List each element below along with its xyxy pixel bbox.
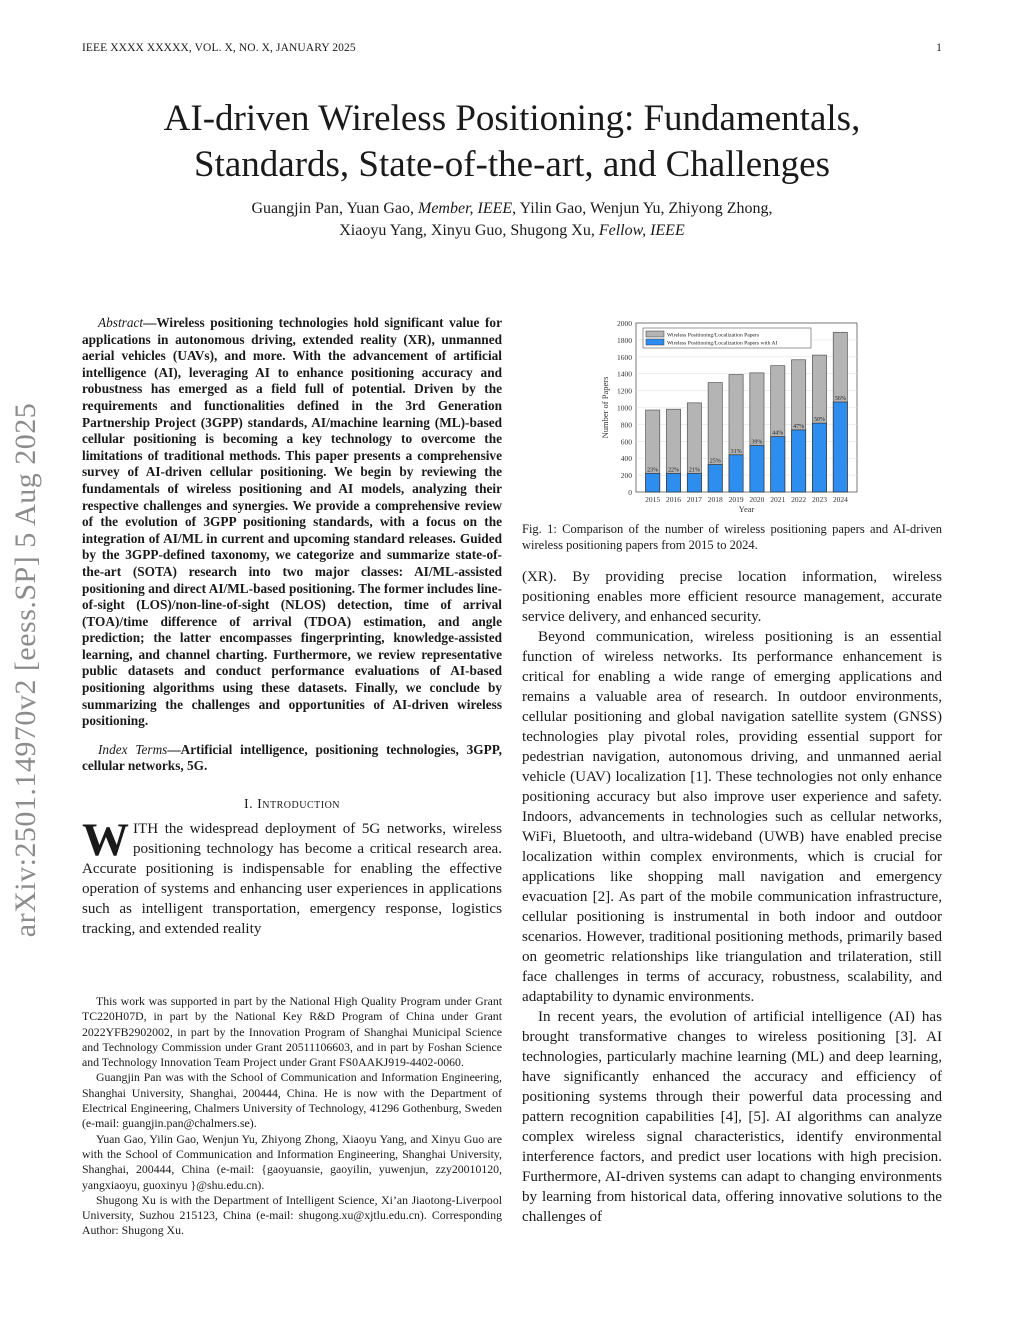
x-axis-label: Year <box>738 504 755 514</box>
bar-ai <box>812 423 826 492</box>
bar-percentage-label: 31% <box>730 448 742 455</box>
x-tick-label: 2021 <box>770 495 786 504</box>
y-tick-label: 1800 <box>617 335 632 345</box>
abstract-text: —Wireless positioning technologies hold significant value for applications in autonomous driving, extended reality (XR), unmanned aerial vehicles (UAVs), and more. With the advancement of artificial intelligence (AI), leveraging AI to enhance positioning accuracy and robustness has emerged as a field full of potential. Driven by the requirements and functionalities defined in the 3rd Generation Partnership Project (3GPP) standards, AI/machine learning (ML)-based cellular positioning is becoming a key technology to overcome the limitations of traditional methods. This paper presents a comprehensive survey of AI-driven cellular positioning. We begin by reviewing the fundamentals of wireless positioning and AI models, analyzing their respective challenges and synergies. We provide a comprehensive review of the evolution of 3GPP positioning standards, with a focus on the integration of AI/ML in current and upcoming standard releases. Guided by the 3GPP-defined taxonomy, we categorize and summarize state-of-the-art (SOTA) research into two major classes: AI/ML-assisted positioning and direct AI/ML-based positioning. The former includes line-of-sight (LOS)/non-line-of-sight (NLOS) detection, time of arrival (TOA)/time difference of arrival (TDOA) estimation, and angle prediction; the latter encompasses fingerprinting, knowledge-assisted learning, and channel charting. Furthermore, we review representative public datasets and conduct performance evaluations of AI-based positioning algorithms using these datasets. Finally, we conclude by summarizing the challenges and opportunities of AI-driven wireless positioning. <box>82 315 502 729</box>
authors-text: Xiaoyu Yang, Xinyu Guo, Shugong Xu, <box>339 222 599 239</box>
x-tick-label: 2024 <box>832 495 848 504</box>
bar-ai <box>687 473 701 492</box>
author-role: Fellow, IEEE <box>598 222 685 239</box>
y-axis-label: Number of Papers <box>600 376 610 439</box>
intro-text: ITH the widespread deployment of 5G networks, wireless positioning technology has become a critical research area. Accurate positioning is indispensable for enabling the effective operation of systems and enhancing user experiences in applications such as intelligent transportation, emergency response, logistics tracking, and extended reality <box>82 821 502 938</box>
y-tick-label: 1200 <box>617 386 632 396</box>
y-tick-label: 400 <box>620 454 632 464</box>
author-list <box>60 198 964 242</box>
x-tick-label: 2020 <box>749 495 765 504</box>
intro-paragraph <box>82 814 502 939</box>
bar-ai <box>646 473 660 492</box>
right-column <box>522 315 942 1227</box>
bar-chart <box>522 315 942 515</box>
paper-title <box>60 96 964 188</box>
bar-percentage-label: 47% <box>793 423 805 430</box>
footnote-affiliation-xu: Shugong Xu is with the Department of Intelligent Science, Xi’an Jiaotong-Liverpool University, Suzhou 215123, China (e-mail: shugong.xu@xjtlu.edu.cn). Corresponding Author: Shugong Xu. <box>82 1192 502 1238</box>
y-tick-label: 0 <box>628 488 632 497</box>
section-heading-introduction: I. Introduction <box>243 797 341 813</box>
x-tick-label: 2015 <box>645 495 661 504</box>
figure-1 <box>522 315 942 515</box>
bar-ai <box>833 402 847 492</box>
figure-caption: Fig. 1: Comparison of the number of wireless positioning papers and AI-driven wireless positioning papers from 2015 to 2024. <box>522 522 942 552</box>
footnotes <box>82 994 502 1239</box>
bar-ai <box>708 465 722 492</box>
x-tick-label: 2023 <box>811 495 827 504</box>
bar-percentage-label: 22% <box>668 467 680 474</box>
abstract <box>82 315 502 730</box>
bar-ai <box>771 437 785 492</box>
legend-swatch <box>646 339 664 345</box>
bar-percentage-label: 56% <box>834 396 846 403</box>
arxiv-identifier[interactable]: arXiv:2501.14970v2 [eess.SP] 5 Aug 2025 <box>9 402 42 938</box>
title-line-2: Standards, State-of-the-art, and Challenges <box>194 144 830 185</box>
y-tick-label: 200 <box>620 471 632 481</box>
footnote-funding: This work was supported in part by the National High Quality Program under Grant TC220H07D, in part by the National Key R&D Program of China under Grant 2022YFB2902002, in part by the Innovation Program of Shanghai Municipal Science and Technology Commission under Grant 20511106603, and in part by Foshan Science and Technology Innovation Team Project under Grant FS0AAKJ919-4402-0060. <box>82 994 502 1070</box>
x-tick-label: 2019 <box>728 495 744 504</box>
abstract-label: Abstract <box>98 315 144 330</box>
y-tick-label: 1600 <box>617 352 632 362</box>
bar-ai <box>792 430 806 492</box>
left-column <box>82 315 502 939</box>
x-tick-label: 2018 <box>707 495 723 504</box>
bar-percentage-label: 25% <box>709 458 721 465</box>
bar-percentage-label: 23% <box>647 467 659 474</box>
intro-paragraph-2: Beyond communication, wireless positioning is an essential function of wireless networks. Its performance enhancement is critical for enabling a wide range of emerging applications and remains a valuable area of research. In outdoor environments, cellular positioning and global navigation satellite system (GNSS) technologies play pivotal roles, providing essential support for pedestrian navigation, autonomous driving, and unmanned aerial vehicle (UAV) localization [1]. These technologies not only enhance positioning accuracy but also improve user experience and safety. Indoors, advancements in technologies such as cellular networks, WiFi, Bluetooth, and ultra-wideband (UWB) have enabled precise localization within complex environments, which is crucial for applications like shopping mall navigation and emergency evacuation [2]. As part of the mobile communication infrastructure, cellular positioning is instrumental in both indoor and outdoor scenarios. However, traditional positioning methods, primarily based on geometric relationships like triangulation and trilateration, still face challenges in terms of accuracy, robustness, scalability, and adaptability to dynamic environments. <box>522 629 942 1005</box>
x-tick-label: 2017 <box>686 495 702 504</box>
page-number: 1 <box>936 42 942 54</box>
y-tick-label: 1400 <box>617 369 632 379</box>
legend-label: Wireless Positioning/Localization Papers <box>667 332 760 339</box>
index-terms-text: —Artificial intelligence, positioning technologies, 3GPP, cellular networks, 5G. <box>82 741 502 774</box>
running-head <box>82 42 942 54</box>
journal-header: IEEE XXXX XXXXX, VOL. X, NO. X, JANUARY 2025 <box>82 42 356 54</box>
intro-paragraph-3: In recent years, the evolution of artificial intelligence (AI) has brought transformative changes to wireless positioning [3]. AI technologies, particularly machine learning (ML) and deep learning, have significantly enhanced the accuracy and efficiency of positioning systems through their powerful data processing and pattern recognition capabilities [4], [5]. AI algorithms can analyze complex wireless signal characteristics, identify environmental interference factors, and predict user locations with high precision. Furthermore, AI-driven systems can adapt to changing environments by learning from historical data, offering innovative solutions to the challenges of <box>522 1009 942 1225</box>
bar-percentage-label: 21% <box>688 467 700 474</box>
y-tick-label: 600 <box>620 437 632 447</box>
title-line-1: AI-driven Wireless Positioning: Fundamentals, <box>163 98 861 139</box>
y-tick-label: 800 <box>620 420 632 430</box>
y-tick-label: 2000 <box>617 319 632 328</box>
bar-percentage-label: 44% <box>772 430 784 437</box>
intro-paragraph-continued: (XR). By providing precise location information, wireless positioning enables more efficient resource management, accurate service delivery, and enhanced security. <box>522 569 942 625</box>
x-tick-label: 2022 <box>791 495 807 504</box>
legend-label: Wireless Positioning/Localization Papers with AI <box>667 340 778 347</box>
footnote-affiliation-pan: Guangjin Pan was with the School of Communication and Information Engineering, Shanghai University, Shanghai, 200444, China. He is now with the Department of Electrical Engineering, Chalmers University of Technology, 41296 Gothenburg, Sweden (e-mail: guangjin.pan@chalmers.se). <box>82 1070 502 1131</box>
bar-percentage-label: 39% <box>751 439 763 446</box>
authors-text: , Yilin Gao, Wenjun Yu, Zhiyong Zhong, <box>512 200 773 217</box>
index-terms <box>82 742 502 775</box>
bar-percentage-label: 50% <box>813 417 825 424</box>
bar-ai <box>729 455 743 492</box>
index-terms-label: Index Terms <box>98 741 168 757</box>
bar-ai <box>666 473 680 492</box>
author-role: Member, IEEE <box>417 200 513 217</box>
legend-swatch <box>646 331 664 337</box>
x-tick-label: 2016 <box>666 495 682 504</box>
authors-text: Guangjin Pan, Yuan Gao, <box>251 200 418 217</box>
y-tick-label: 1000 <box>617 403 632 413</box>
bar-ai <box>750 446 764 492</box>
footnote-affiliation-shu: Yuan Gao, Yilin Gao, Wenjun Yu, Zhiyong Zhong, Xiaoyu Yang, and Xinyu Guo are with the School of Communication and Information Engineering, Shanghai University, Shanghai, 200444, China (e-mail: {gaoyuansie, gaoyilin, yuwenjun, zzy20010120, yangxiaoyu, guoxinyu }@shu.edu.cn). <box>82 1131 502 1192</box>
arxiv-stamp <box>6 365 46 975</box>
drop-cap: W <box>82 814 129 867</box>
